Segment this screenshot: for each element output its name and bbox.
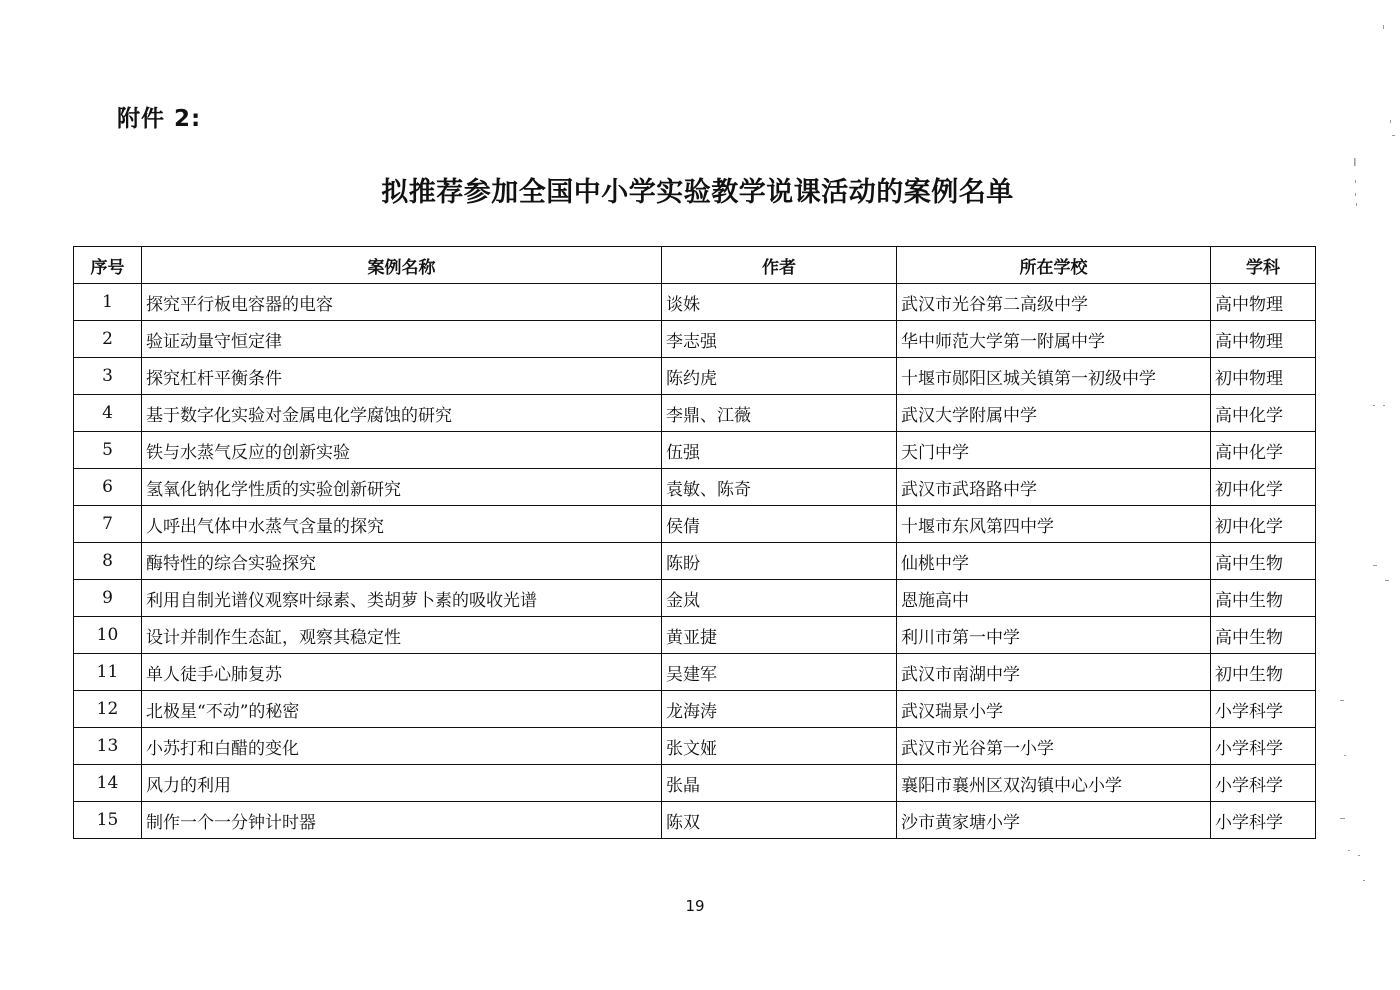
table-row [74, 654, 1316, 691]
cell-index: 12 [74, 691, 142, 728]
cell-subject: 高中生物 [1211, 580, 1316, 617]
table-row [74, 284, 1316, 321]
cell-case-name: 氢氧化钠化学性质的实验创新研究 [142, 469, 662, 506]
cell-author: 谈姝 [662, 284, 897, 321]
table-row [74, 617, 1316, 654]
page-number: 19 [685, 897, 705, 915]
cell-subject: 小学科学 [1211, 765, 1316, 802]
table-row [74, 543, 1316, 580]
cell-school: 武汉瑞景小学 [897, 691, 1211, 728]
table-row [74, 765, 1316, 802]
cell-case-name: 风力的利用 [142, 765, 662, 802]
cell-author: 吴建军 [662, 654, 897, 691]
cell-author: 李鼎、江薇 [662, 395, 897, 432]
cell-school: 武汉市南湖中学 [897, 654, 1211, 691]
case-list-table [73, 246, 1316, 839]
cell-author: 侯倩 [662, 506, 897, 543]
cell-case-name: 探究平行板电容器的电容 [142, 284, 662, 321]
document-title: 拟推荐参加全国中小学实验教学说课活动的案例名单 [381, 177, 1014, 208]
cell-index: 2 [74, 321, 142, 358]
cell-case-name: 验证动量守恒定律 [142, 321, 662, 358]
cell-author: 伍强 [662, 432, 897, 469]
cell-index: 9 [74, 580, 142, 617]
cell-index: 11 [74, 654, 142, 691]
cell-subject: 高中物理 [1211, 284, 1316, 321]
table-row [74, 728, 1316, 765]
table-row [74, 802, 1316, 839]
cell-school: 武汉市武珞路中学 [897, 469, 1211, 506]
cell-subject: 高中生物 [1211, 543, 1316, 580]
cell-author: 李志强 [662, 321, 897, 358]
attachment-label: 附件 2: [117, 106, 202, 132]
cell-case-name: 基于数字化实验对金属电化学腐蚀的研究 [142, 395, 662, 432]
cell-author: 袁敏、陈奇 [662, 469, 897, 506]
cell-subject: 高中物理 [1211, 321, 1316, 358]
header-subject: 学科 [1211, 247, 1316, 284]
cell-case-name: 探究杠杆平衡条件 [142, 358, 662, 395]
cell-school: 襄阳市襄州区双沟镇中心小学 [897, 765, 1211, 802]
table-row [74, 395, 1316, 432]
cell-author: 张晶 [662, 765, 897, 802]
cell-school: 武汉大学附属中学 [897, 395, 1211, 432]
table-row [74, 358, 1316, 395]
cell-author: 张文娅 [662, 728, 897, 765]
table-body [74, 284, 1316, 839]
cell-index: 8 [74, 543, 142, 580]
cell-school: 十堰市东风第四中学 [897, 506, 1211, 543]
cell-case-name: 北极星“不动”的秘密 [142, 691, 662, 728]
table-row [74, 321, 1316, 358]
cell-case-name: 铁与水蒸气反应的创新实验 [142, 432, 662, 469]
cell-school: 沙市黄家塘小学 [897, 802, 1211, 839]
cell-subject: 高中化学 [1211, 432, 1316, 469]
cell-author: 黄亚捷 [662, 617, 897, 654]
cell-subject: 初中化学 [1211, 506, 1316, 543]
cell-subject: 初中化学 [1211, 469, 1316, 506]
cell-case-name: 酶特性的综合实验探究 [142, 543, 662, 580]
cell-school: 华中师范大学第一附属中学 [897, 321, 1211, 358]
cell-index: 13 [74, 728, 142, 765]
cell-index: 14 [74, 765, 142, 802]
cell-school: 恩施高中 [897, 580, 1211, 617]
table-header-row [74, 247, 1316, 284]
cell-subject: 小学科学 [1211, 802, 1316, 839]
cell-subject: 小学科学 [1211, 691, 1316, 728]
table-row [74, 580, 1316, 617]
cell-author: 陈双 [662, 802, 897, 839]
table-row [74, 432, 1316, 469]
cell-index: 4 [74, 395, 142, 432]
cell-subject: 初中生物 [1211, 654, 1316, 691]
cell-school: 天门中学 [897, 432, 1211, 469]
table-row [74, 469, 1316, 506]
cell-school: 利川市第一中学 [897, 617, 1211, 654]
table-row [74, 691, 1316, 728]
header-school: 所在学校 [897, 247, 1211, 284]
cell-index: 6 [74, 469, 142, 506]
table-row [74, 506, 1316, 543]
cell-index: 1 [74, 284, 142, 321]
cell-index: 5 [74, 432, 142, 469]
cell-case-name: 制作一个一分钟计时器 [142, 802, 662, 839]
cell-subject: 高中生物 [1211, 617, 1316, 654]
cell-index: 3 [74, 358, 142, 395]
cell-author: 陈约虎 [662, 358, 897, 395]
cell-author: 陈盼 [662, 543, 897, 580]
cell-index: 10 [74, 617, 142, 654]
cell-case-name: 利用自制光谱仪观察叶绿素、类胡萝卜素的吸收光谱 [142, 580, 662, 617]
cell-index: 15 [74, 802, 142, 839]
cell-subject: 小学科学 [1211, 728, 1316, 765]
cell-author: 金岚 [662, 580, 897, 617]
cell-case-name: 人呼出气体中水蒸气含量的探究 [142, 506, 662, 543]
cell-case-name: 小苏打和白醋的变化 [142, 728, 662, 765]
cell-subject: 初中物理 [1211, 358, 1316, 395]
cell-index: 7 [74, 506, 142, 543]
cell-subject: 高中化学 [1211, 395, 1316, 432]
cell-school: 武汉市光谷第一小学 [897, 728, 1211, 765]
header-index: 序号 [74, 247, 142, 284]
cell-case-name: 单人徒手心肺复苏 [142, 654, 662, 691]
cell-school: 十堰市郧阳区城关镇第一初级中学 [897, 358, 1211, 395]
cell-author: 龙海涛 [662, 691, 897, 728]
header-author: 作者 [662, 247, 897, 284]
cell-school: 仙桃中学 [897, 543, 1211, 580]
cell-school: 武汉市光谷第二高级中学 [897, 284, 1211, 321]
scan-specks [1340, 0, 1400, 990]
header-case-name: 案例名称 [142, 247, 662, 284]
cell-case-name: 设计并制作生态缸，观察其稳定性 [142, 617, 662, 654]
